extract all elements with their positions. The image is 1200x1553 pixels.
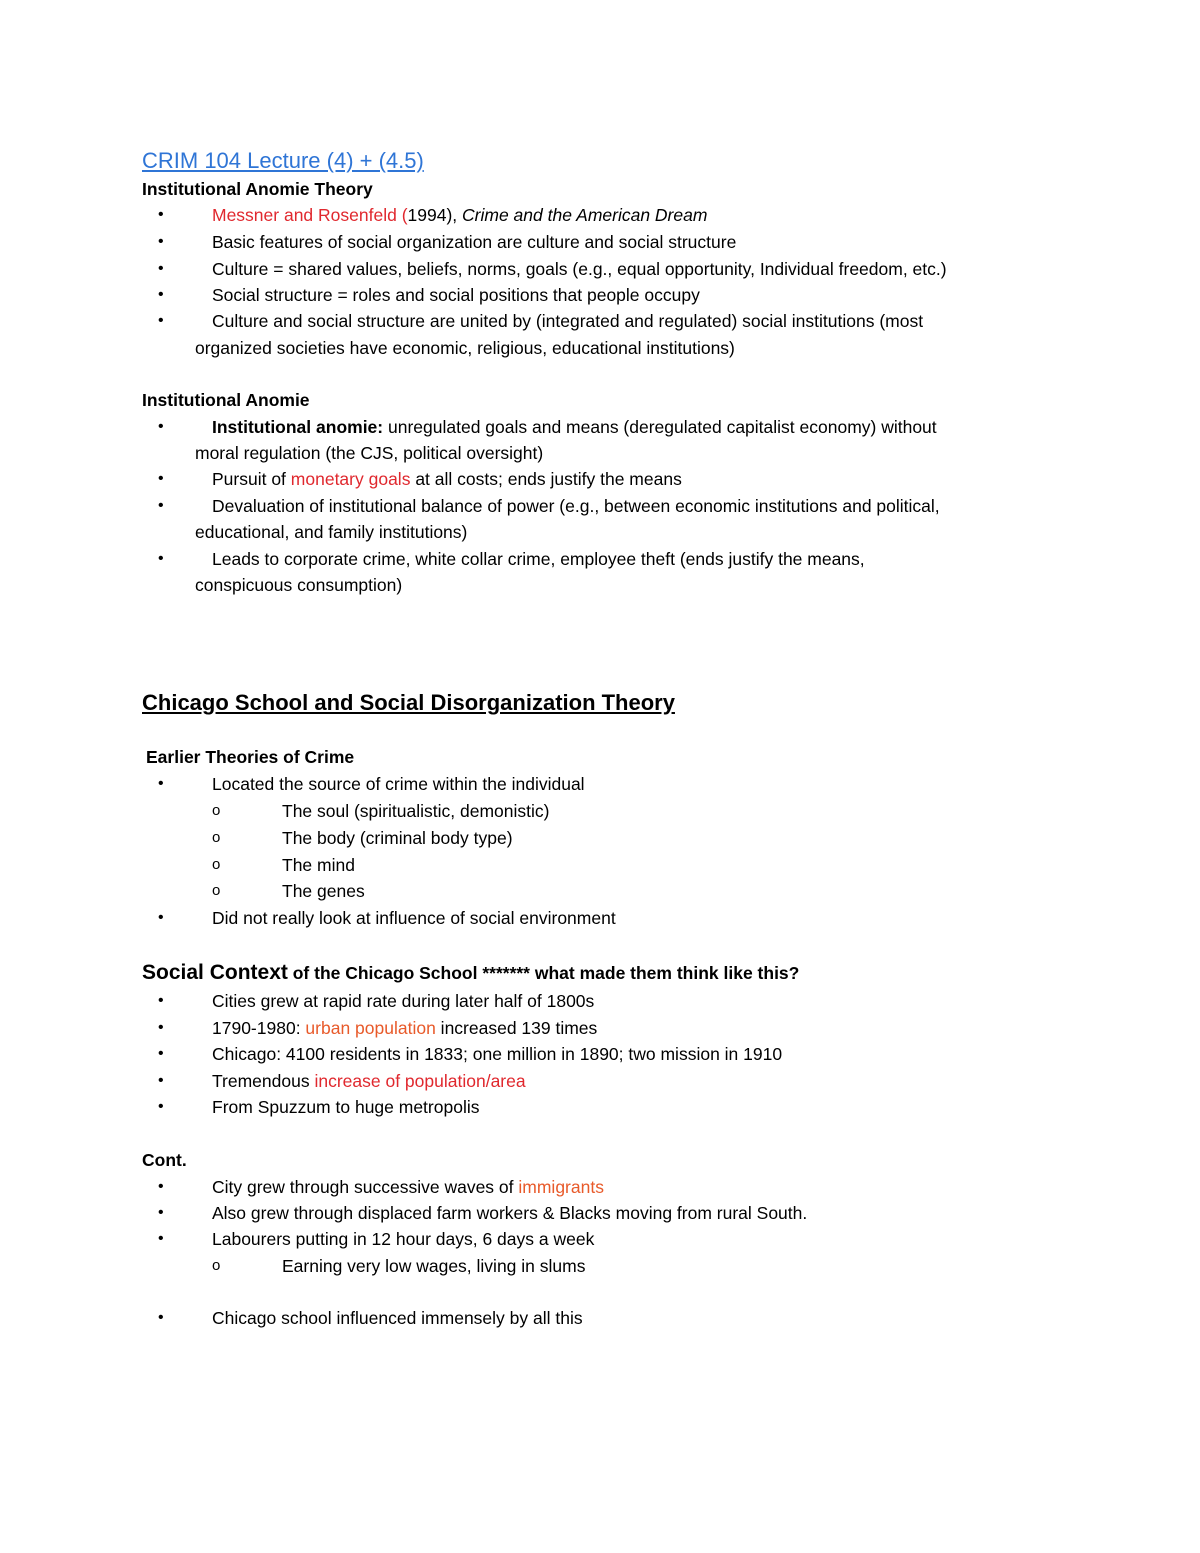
sub-list-item: Earning very low wages, living in slums — [282, 1256, 586, 1276]
sub-bullet-icon: o — [212, 1257, 221, 1274]
list-item: Basic features of social organization are culture and social structure — [212, 232, 737, 252]
list-item-text: at all costs; ends justify the means — [410, 469, 682, 489]
list-item-text: unregulated goals and means (deregulated capitalist economy) without — [383, 417, 937, 437]
bullet-icon: • — [158, 1045, 164, 1062]
list-item: Chicago: 4100 residents in 1833; one million in 1890; two mission in 1910 — [212, 1044, 783, 1064]
list-item: Devaluation of institutional balance of power (e.g., between economic institutions and political, — [212, 496, 940, 516]
bullet-icon: • — [158, 1098, 164, 1115]
sub-list-item: The body (criminal body type) — [282, 828, 513, 848]
bullet-icon: • — [158, 775, 164, 792]
list-item — [212, 1017, 597, 1039]
list-item: From Spuzzum to huge metropolis — [212, 1097, 480, 1117]
sub-list-item: The mind — [282, 855, 355, 875]
list-item: Chicago school influenced immensely by all this — [212, 1308, 583, 1328]
list-item-continued: moral regulation (the CJS, political oversight) — [195, 443, 544, 463]
list-item: Also grew through displaced farm workers & Blacks moving from rural South. — [212, 1203, 808, 1223]
bullet-icon: • — [158, 1019, 164, 1036]
page-title: CRIM 104 Lecture (4) + (4.5) — [142, 148, 424, 173]
heading-institutional-anomie: Institutional Anomie — [142, 390, 310, 410]
list-item-text: City grew through successive waves of — [212, 1177, 519, 1197]
sub-bullet-icon: o — [212, 829, 221, 846]
heading-institutional-anomie-theory: Institutional Anomie Theory — [142, 179, 373, 199]
heading-cont: Cont. — [142, 1150, 187, 1170]
list-item-red-text: monetary goals — [290, 469, 411, 489]
bullet-icon: • — [158, 418, 164, 435]
heading-earlier-theories: Earlier Theories of Crime — [146, 747, 355, 767]
list-item: Culture = shared values, beliefs, norms, goals (e.g., equal opportunity, Individual freedom, etc.) — [212, 259, 947, 279]
bullet-icon: • — [158, 470, 164, 487]
list-item-text: 1790-1980: — [212, 1018, 306, 1038]
list-item: Labourers putting in 12 hour days, 6 days a week — [212, 1229, 595, 1249]
bullet-icon: • — [158, 286, 164, 303]
list-item: Social structure = roles and social positions that people occupy — [212, 285, 700, 305]
bullet-icon: • — [158, 550, 164, 567]
list-item: Cities grew at rapid rate during later half of 1800s — [212, 991, 595, 1011]
sub-list-item: The soul (spiritualistic, demonistic) — [282, 801, 550, 821]
bullet-icon: • — [158, 312, 164, 329]
list-item-orange-text: immigrants — [518, 1177, 604, 1197]
bullet-icon: • — [158, 1230, 164, 1247]
bullet-icon: • — [158, 1072, 164, 1089]
section-title-chicago-school: Chicago School and Social Disorganization Theory — [142, 690, 675, 715]
sub-list-item: The genes — [282, 881, 365, 901]
heading-social-context — [142, 962, 799, 984]
term-bold: Institutional anomie: — [212, 417, 384, 437]
bullet-icon: • — [158, 1178, 164, 1195]
list-item-continued: educational, and family institutions) — [195, 522, 468, 542]
bullet-icon: • — [158, 909, 164, 926]
list-item-text: increased 139 times — [435, 1018, 598, 1038]
sub-bullet-icon: o — [212, 882, 221, 899]
list-item: Located the source of crime within the individual — [212, 774, 585, 794]
heading-social-context-rest: of the Chicago School ******* what made them think like this? — [287, 963, 800, 983]
book-title: Crime and the American Dream — [462, 205, 708, 225]
list-item — [212, 1070, 526, 1092]
bullet-icon: • — [158, 260, 164, 277]
list-item — [212, 204, 707, 226]
list-item-continued: conspicuous consumption) — [195, 575, 403, 595]
sub-bullet-icon: o — [212, 802, 221, 819]
list-item-continued: organized societies have economic, religious, educational institutions) — [195, 338, 735, 358]
bullet-icon: • — [158, 1204, 164, 1221]
list-item-orange-text: urban population — [305, 1018, 436, 1038]
bullet-icon: • — [158, 1309, 164, 1326]
list-item: Culture and social structure are united by (integrated and regulated) social institutions (most — [212, 311, 924, 331]
list-item: Did not really look at influence of social environment — [212, 908, 616, 928]
list-item-text: Tremendous — [212, 1071, 315, 1091]
heading-social-context-big: Social Context — [142, 961, 288, 984]
list-item — [212, 416, 937, 438]
list-item-red-text: increase of population/area — [314, 1071, 526, 1091]
bullet-icon: • — [158, 233, 164, 250]
list-item-red-text: Messner and Rosenfeld ( — [212, 205, 408, 225]
list-item — [212, 1176, 604, 1198]
bullet-icon: • — [158, 992, 164, 1009]
sub-bullet-icon: o — [212, 856, 221, 873]
list-item — [212, 468, 682, 490]
bullet-icon: • — [158, 497, 164, 514]
list-item: Leads to corporate crime, white collar crime, employee theft (ends justify the means, — [212, 549, 865, 569]
bullet-icon: • — [158, 206, 164, 223]
list-item-text: 1994), — [407, 205, 463, 225]
list-item-text: Pursuit of — [212, 469, 291, 489]
